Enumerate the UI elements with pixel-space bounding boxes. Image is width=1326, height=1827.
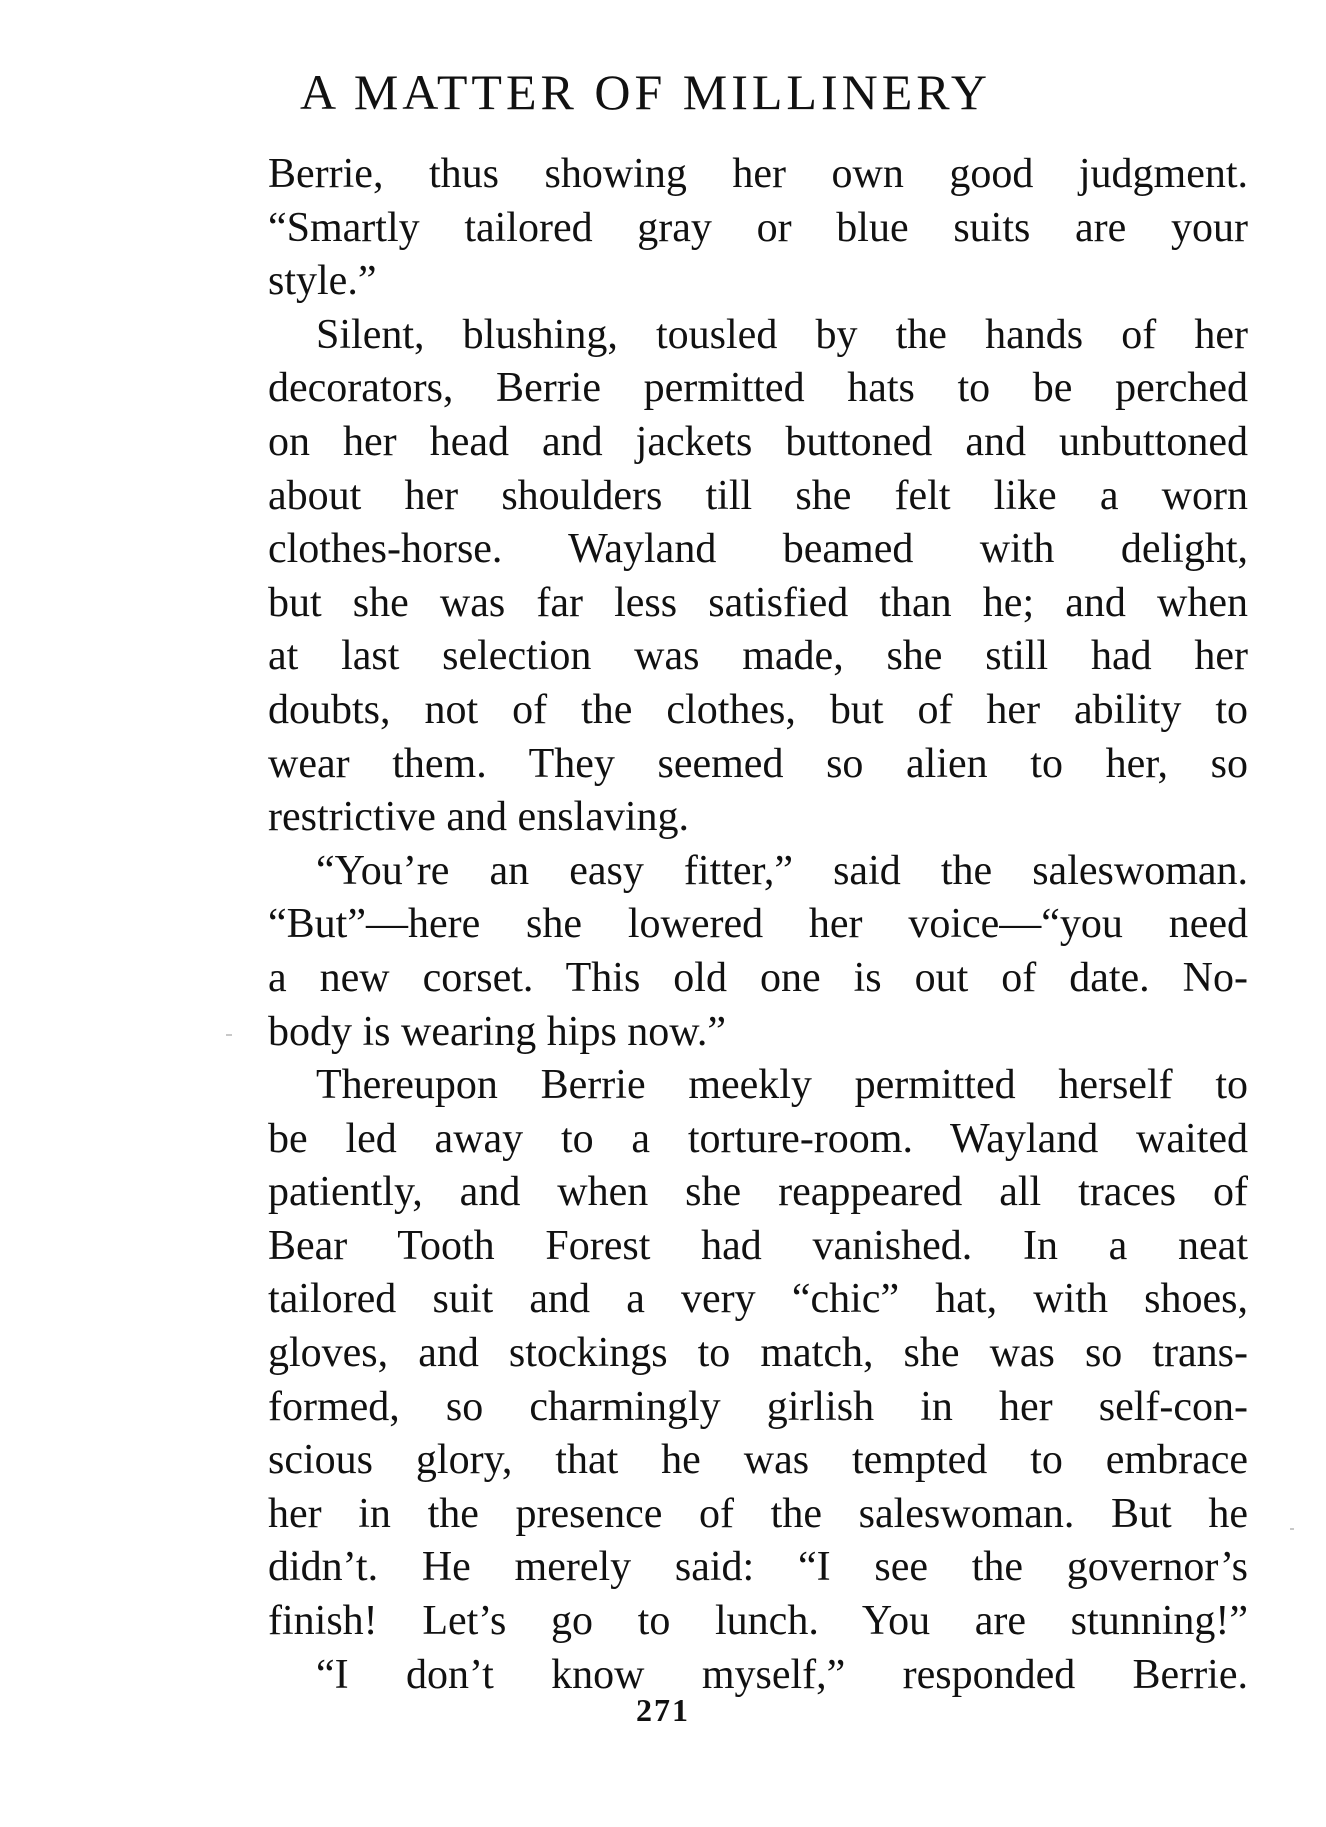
text-line: her in the presence of the saleswoman. But he [268, 1490, 1248, 1537]
text-line: Thereupon Berrie meekly permitted herself to [316, 1062, 1248, 1109]
text-line: be led away to a torture-room. Wayland waited [268, 1115, 1248, 1162]
text-line: “I don’t know myself,” responded Berrie. [316, 1651, 1248, 1698]
text-line: clothes-horse. Wayland beamed with delight, [268, 526, 1248, 573]
text-line: scious glory, that he was tempted to embrace [268, 1437, 1248, 1484]
text-line: gloves, and stockings to match, she was so trans- [268, 1330, 1248, 1377]
text-line: “You’re an easy fitter,” said the saleswoman. [316, 847, 1248, 894]
text-line: Bear Tooth Forest had vanished. In a neat [268, 1222, 1248, 1269]
text-line: Berrie, thus showing her own good judgment. [268, 151, 1248, 197]
text-line: Silent, blushing, tousled by the hands of her [316, 311, 1248, 358]
text-line: didn’t. He merely said: “I see the governor’s [268, 1544, 1248, 1591]
scan-speck [226, 1034, 232, 1036]
text-line: restrictive and enslaving. [268, 794, 690, 841]
scan-speck [1290, 1528, 1294, 1530]
text-line: but she was far less satisfied than he; and when [268, 579, 1248, 626]
text-line: a new corset. This old one is out of date. No- [268, 954, 1248, 1001]
text-line: body is wearing hips now.” [268, 1008, 727, 1055]
text-line: patiently, and when she reappeared all traces of [268, 1169, 1248, 1216]
text-line: style.” [268, 258, 377, 305]
text-line: at last selection was made, she still had her [268, 633, 1248, 680]
text-line: “Smartly tailored gray or blue suits are your [268, 204, 1248, 251]
page-number: 271 [636, 1692, 690, 1728]
text-line: decorators, Berrie permitted hats to be perched [268, 365, 1248, 412]
text-line: wear them. They seemed so alien to her, so [268, 740, 1248, 787]
text-line: on her head and jackets buttoned and unbuttoned [268, 418, 1248, 465]
text-line: about her shoulders till she felt like a worn [268, 472, 1248, 519]
text-line: finish! Let’s go to lunch. You are stunning!” [268, 1598, 1248, 1645]
running-head: A MATTER OF MILLINERY [300, 64, 991, 120]
text-line: doubts, not of the clothes, but of her ability to [268, 686, 1248, 733]
text-line: tailored suit and a very “chic” hat, with shoes, [268, 1276, 1248, 1323]
text-line: “But”—here she lowered her voice—“you need [268, 901, 1248, 948]
body-text [268, 148, 1248, 1702]
text-line: formed, so charmingly girlish in her self-con- [268, 1383, 1248, 1430]
